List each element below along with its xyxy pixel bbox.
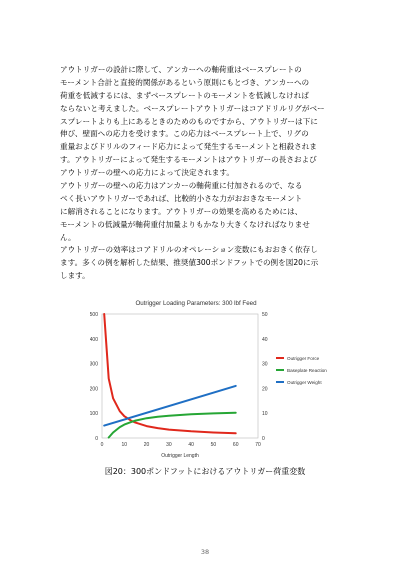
x-tick-label: 0 bbox=[100, 442, 104, 448]
outrigger-loading-chart bbox=[90, 296, 330, 465]
y-right-tick-label: 20 bbox=[262, 386, 268, 393]
x-tick-label: 40 bbox=[188, 442, 194, 448]
legend-label: Outrigger Weight bbox=[287, 379, 322, 385]
x-tick-label: 30 bbox=[166, 442, 172, 448]
figure-caption: 図20：300ポンドフットにおけるアウトリガー荷重変数 bbox=[104, 467, 306, 476]
body-line: アウトリガーの壁への応力によって決定されます。 bbox=[60, 168, 234, 178]
legend-label: Baseplate Reaction bbox=[287, 367, 327, 373]
body-line: します。 bbox=[60, 271, 90, 281]
series-line-baseplate-reaction bbox=[109, 413, 236, 438]
body-line: アウトリガーの効率はコアドリルのオペレーション変数にもおおきく依存し bbox=[60, 245, 318, 255]
body-line: アウトリガーの設計に際して、アンカーへの軸荷重はベースプレートの bbox=[60, 65, 302, 74]
y-left-tick-label: 200 bbox=[90, 386, 98, 393]
y-right-tick-label: 10 bbox=[262, 411, 268, 418]
chart-title: Outrigger Loading Parameters: 300 lbf Feed bbox=[135, 300, 257, 307]
y-left-tick-label: 0 bbox=[95, 436, 98, 442]
series-line-outrigger-weight bbox=[104, 386, 236, 426]
body-line: モーメントの低減量が軸荷重付加量よりもかなり大きくなければなりませ bbox=[60, 219, 310, 229]
body-line: ます。多くの例を解析した結果、推奨値300ポンドフットでの例を図20に示 bbox=[60, 258, 319, 268]
y-left-tick-label: 400 bbox=[90, 336, 98, 343]
x-tick-label: 10 bbox=[121, 442, 128, 448]
body-line: 伸び、壁面への応力を受けます。この応力はベースプレート上で、リグの bbox=[60, 129, 309, 139]
body-line: 荷重を低減するには、まずベースプレートのモーメントを低減しなければ bbox=[60, 90, 309, 100]
x-tick-label: 70 bbox=[255, 442, 261, 448]
x-axis-label: Outrigger Length bbox=[161, 453, 199, 459]
body-line: モーメント合計と直接的関係があるという原則にもとづき、アンカーへの bbox=[60, 77, 310, 87]
page-number: 38 bbox=[200, 548, 210, 556]
x-tick-label: 60 bbox=[232, 442, 239, 448]
y-right-tick-label: 40 bbox=[262, 336, 268, 343]
body-line: に解消されることになります。アウトリガーの効果を高めるためには、 bbox=[60, 206, 303, 216]
body-line: ならないと考えました。ベースプレートアウトリガーはコアドリルリグがベー bbox=[60, 103, 325, 113]
x-tick-label: 50 bbox=[210, 442, 217, 448]
x-tick-label: 20 bbox=[143, 442, 150, 448]
body-line: べく長いアウトリガーであれば、比較的小さな力がおおきなモーメント bbox=[60, 193, 303, 203]
y-right-tick-label: 50 bbox=[262, 312, 268, 318]
body-text bbox=[60, 64, 360, 283]
chart-svg bbox=[90, 296, 330, 461]
body-line: ん。 bbox=[60, 232, 76, 242]
body-line: す。アウトリガーによって発生するモーメントはアウトリガーの長さおよび bbox=[60, 155, 317, 165]
y-left-tick-label: 500 bbox=[90, 312, 98, 318]
body-line: スプレートよりも上にあるときのためのものですから、アウトリガーは下に bbox=[60, 116, 318, 126]
y-left-tick-label: 300 bbox=[90, 361, 98, 368]
body-line: 重量およびドリルのフィード応力によって発生するモーメントと相殺されま bbox=[60, 142, 317, 152]
y-right-tick-label: 30 bbox=[262, 361, 268, 368]
y-left-tick-label: 100 bbox=[90, 411, 98, 418]
y-right-tick-label: 0 bbox=[262, 436, 265, 442]
legend-label: Outrigger Force bbox=[287, 355, 320, 361]
body-line: アウトリガーの壁への応力はアンカーの軸荷重に付加されるので、なる bbox=[60, 181, 303, 191]
